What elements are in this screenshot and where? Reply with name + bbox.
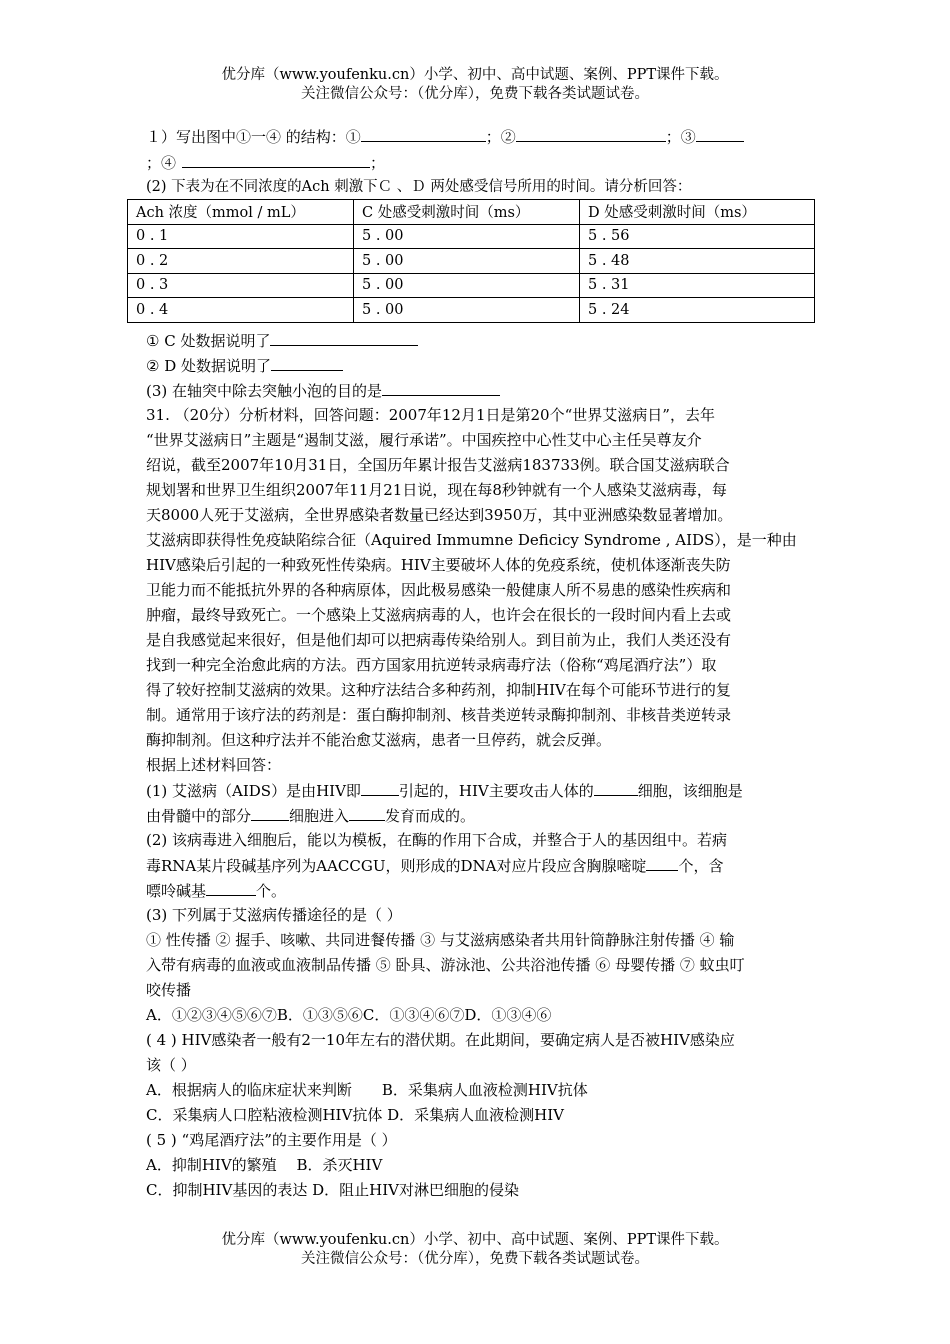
q31-s2-text-c: 个，含 [678,857,724,875]
q31-s2-text-d: 嘌呤碱基 [146,882,207,900]
q31-material-line: 绍说，截至2007年10月31日，全国历年累计报告艾滋病183733例。联合国艾滋病联合 [146,456,730,474]
q31-material-line: “世界艾滋病日”主题是“遏制艾滋，履行承诺”。中国疾控中心性艾中心主任吴尊友介 [146,431,702,449]
table-row [128,298,815,323]
q31-material-line: HIV感染后引起的一种致死性传染病。HIV主要破坏人体的免疫系统，使机体逐渐丧失防 [146,556,731,574]
header-line-1: 优分库（www.youfenku.cn）小学、初中、高中试题、案例、PPT课件下载。 [221,67,729,83]
q31-s4-question-2: 该（ ） [146,1056,196,1074]
answer-blank-2[interactable] [516,124,666,142]
table-cell: 5 . 24 [580,298,815,323]
q31-s1-text-a: (1) 艾滋病（AIDS）是由HIV即 [146,782,361,800]
answer-blank-thymine[interactable] [646,853,678,871]
table-header-row [128,200,815,225]
q31-material-line: 肿瘤，最终导致死亡。一个感染上艾滋病病毒的人，也许会在很长的一段时间内看上去或 [146,606,732,624]
table-row [128,273,815,298]
q31-s1-text-c: 细胞，该细胞是 [637,782,743,800]
q31-material-line: 卫能力而不能抵抗外界的各种病原体，因此极易感染一般健康人所不易患的感染性疾病和 [146,581,732,599]
q31-s1-text-b: 引起的，HIV主要攻击人体的 [398,782,594,800]
q31-s1-text-f: 发育而成的。 [385,807,476,825]
answer-blank-purine[interactable] [206,878,256,896]
answer-blank-part3[interactable] [382,378,500,396]
q31-s2-line2 [146,853,811,879]
q31-s3-choices: A．①②③④⑤⑥⑦B．①③⑤⑥C．①③④⑥⑦D．①③④⑥ [146,1006,552,1024]
q1-part3-line [146,378,811,404]
q1-part1-line2 [146,150,811,176]
q1-part1-end: ； [370,154,386,172]
q31-s4-choices-ab: A．根据病人的临床症状来判断 B．采集病人血液检测HIV抗体 [146,1081,588,1099]
table-cell: 5 . 00 [354,298,580,323]
q31-material-line: 制。通常用于该疗法的药剂是：蛋白酶抑制剂、核昔类逆转录酶抑制剂、非核昔类逆转录 [146,706,732,724]
header-line-2: 关注微信公众号：（优分库），免费下载各类试题试卷。 [301,86,649,102]
q31-s3-options-3: 咬传播 [146,981,192,999]
table-cell: 0 . 4 [128,298,354,323]
q31-material-line: 得了较好控制艾滋病的效果。这种疗法结合多种药剂，抑制HIV在每个可能环节进行的复 [146,681,731,699]
q31-s1-line2 [146,803,811,829]
answer-blank-c[interactable] [270,328,418,346]
table-header-cell: D 处感受刺激时间（ms） [580,200,815,225]
table-cell: 5 . 56 [580,224,815,249]
table-cell: 5 . 00 [354,249,580,274]
table-row [128,224,815,249]
q31-s1-line1 [146,778,811,804]
q31-s3-question: (3) 下列属于艾滋病传播途径的是（ ） [146,906,402,924]
c-note-line [146,328,811,354]
page-footer [0,1231,950,1269]
q31-material-line: 31. （20分）分析材料，回答问题：2007年12月1日是第20个“世界艾滋病日”，去年 [146,406,715,424]
d-note-line [146,353,811,379]
table-cell: 5 . 48 [580,249,815,274]
q31-material-line: 找到一种完全治愈此病的方法。西方国家用抗逆转录病毒疗法（俗称“鸡尾酒疗法”）取 [146,656,717,674]
q1-part1-line1 [146,124,811,150]
ach-table [127,199,815,323]
table-cell: 0 . 1 [128,224,354,249]
q31-s5-choices-ab: A．抑制HIV的繁殖 B．杀灭HIV [146,1156,383,1174]
q1-part3-label: (3) 在轴突中除去突触小泡的目的是 [146,382,383,400]
answer-blank-organ[interactable] [349,803,385,821]
q31-s2-text-e: 个。 [256,882,287,900]
answer-blank-4[interactable] [182,150,370,168]
table-cell: 0 . 3 [128,273,354,298]
q1-part1-sep3: ；③ [665,128,696,146]
q31-s2-line1: (2) 该病毒进入细胞后，能以为模板，在酶的作用下合成，并整合于人的基因组中。若病 [146,831,728,849]
answer-blank-cell[interactable] [594,778,638,796]
q31-s1-text-e: 细胞进入 [289,807,350,825]
q31-s3-options-1: ① 性传播 ② 握手、咳嗽、共同进餐传播 ③ 与艾滋病感染者共用针筒静脉注射传播 ④ 输 [146,931,735,949]
q31-material-line: 天8000人死于艾滋病，全世界感染者数量已经达到3950万，其中亚洲感染数显著增加。 [146,506,733,524]
q31-s3-options-2: 入带有病毒的血液或血液制品传播 ⑤ 卧具、游泳池、公共浴池传播 ⑥ 母婴传播 ⑦ 蚊虫叮 [146,956,745,974]
answer-blank-origin[interactable] [251,803,289,821]
answer-blank-1[interactable] [361,124,486,142]
q31-s4-choices-cd: C．采集病人口腔粘液检测HIV抗体 D．采集病人血液检测HIV [146,1106,564,1124]
q31-s1-text-d: 由骨髓中的部分 [146,807,252,825]
q31-material-line: 艾滋病即获得性免疫缺陷综合征（Aquired Immumne Deficicy Syndrome , AIDS），是一种由 [146,531,797,549]
answer-blank-3[interactable] [696,124,744,142]
q31-s2-line3 [146,878,811,904]
footer-line-1: 优分库（www.youfenku.cn）小学、初中、高中试题、案例、PPT课件下载。 [221,1232,729,1248]
table-cell: 5 . 00 [354,273,580,298]
q1-part1-prefix: １）写出图中①一④ 的结构：① [146,128,361,146]
q31-s5-question: ( 5 ) “鸡尾酒疗法”的主要作用是（ ） [146,1131,397,1149]
q31-material-line: 酶抑制剂。但这种疗法并不能治愈艾滋病，患者一旦停药，就会反弹。 [146,731,612,749]
table-cell: 5 . 00 [354,224,580,249]
q31-s4-question-1: ( 4 ) HIV感染者一般有2一10年左右的潜伏期。在此期间，要确定病人是否被HIV感染应 [146,1031,735,1049]
table-cell: 0 . 2 [128,249,354,274]
table-row [128,249,815,274]
q31-material-line: 根据上述材料回答： [146,756,282,774]
q31-material-line: 规划署和世界卫生组织2007年11月21日说，现在每8秒钟就有一个人感染艾滋病毒，每 [146,481,727,499]
q1-part2-intro: (2) 下表为在不同浓度的Ach 刺激下Ｃ 、Ｄ 两处感受信号所用的时间。请分析回答： [146,179,692,195]
table-header-cell: Ach 浓度（mmol / mL） [128,200,354,225]
answer-blank-hiv-name[interactable] [361,778,399,796]
d-note-label: ② D 处数据说明了 [146,357,272,375]
c-note-label: ① C 处数据说明了 [146,332,271,350]
page-header [0,66,950,104]
q31-s5-choices-cd: C．抑制HIV基因的表达 D．阻止HIV对淋巴细胞的侵染 [146,1181,519,1199]
q1-part1-sep4: ；④ [146,154,177,172]
table-cell: 5 . 31 [580,273,815,298]
q31-material-line: 是自我感觉起来很好，但是他们却可以把病毒传染给别人。到目前为止，我们人类还没有 [146,631,732,649]
footer-line-2: 关注微信公众号：（优分库），免费下载各类试题试卷。 [301,1251,649,1267]
table-header-cell: C 处感受刺激时间（ms） [354,200,580,225]
q31-s2-text-b: 毒RNA某片段碱基序列为AACCGU，则形成的DNA对应片段应含胸腺嘧啶 [146,857,647,875]
q1-part1-sep2: ；② [485,128,516,146]
answer-blank-d[interactable] [271,353,343,371]
